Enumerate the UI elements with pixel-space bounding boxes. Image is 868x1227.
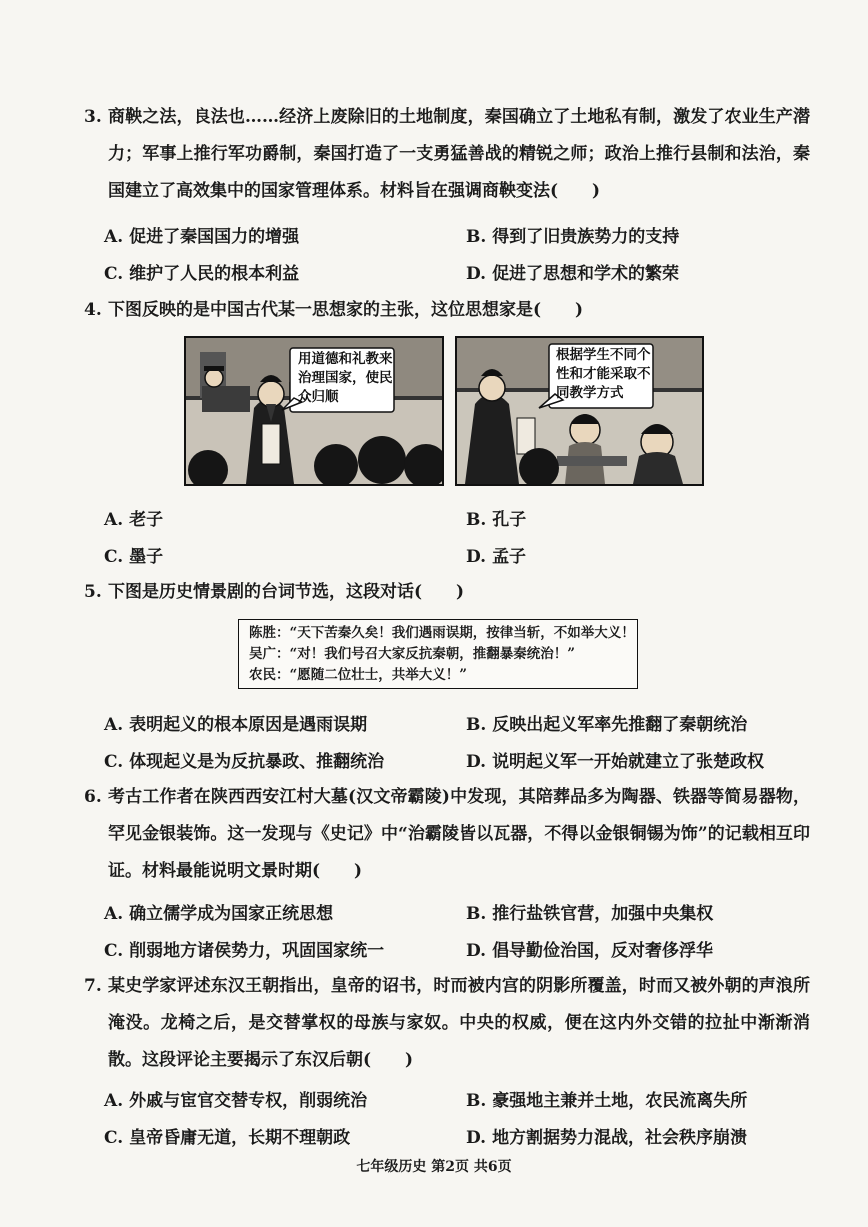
- q3-option-c[interactable]: [104, 259, 299, 284]
- option-text: 孟子: [492, 547, 527, 567]
- q7-option-a[interactable]: [104, 1086, 367, 1111]
- page-footer: 七年级历史 第2页 共6页: [356, 1159, 512, 1175]
- option-text: 皇帝昏庸无道，长期不理朝政: [129, 1128, 351, 1148]
- option-letter: A.: [104, 715, 124, 735]
- q5-option-b[interactable]: [466, 710, 747, 735]
- q7-option-b[interactable]: [466, 1086, 747, 1111]
- question-number: 5.: [84, 582, 102, 602]
- q5-option-c[interactable]: [104, 747, 384, 772]
- question-stem: 考古工作者在陕西西安江村大墓(汉文帝霸陵)中发现，其陪葬品多为陶器、铁器等简易器物，罕见金银装饰。这一发现与《史记》中“治霸陵皆以瓦器，不得以金银铜锡为饰”的记载相互印证。材料最能说明文景时期( ): [108, 787, 810, 881]
- option-letter: C.: [104, 1128, 124, 1148]
- question-number: 3.: [84, 107, 102, 127]
- bubble-line: 用道德和礼教来: [298, 351, 393, 367]
- dialog-line: 农民：“愿随二位壮士，共举大义！”: [249, 667, 468, 683]
- q7-option-d[interactable]: [466, 1123, 747, 1148]
- option-text: 削弱地方诸侯势力，巩固国家统一: [129, 941, 385, 961]
- bubble-line: 性和才能采取不: [556, 366, 651, 382]
- option-letter: A.: [104, 904, 124, 924]
- q4-option-c[interactable]: [104, 542, 163, 567]
- option-text: 确立儒学成为国家正统思想: [129, 904, 334, 924]
- q5-option-a[interactable]: [104, 710, 367, 735]
- q3-option-b[interactable]: [466, 222, 679, 247]
- option-text: 表明起义的根本原因是遇雨误期: [129, 715, 368, 735]
- option-text: 倡导勤俭治国，反对奢侈浮华: [492, 941, 714, 961]
- q5-option-d[interactable]: [466, 747, 764, 772]
- question-3: [84, 99, 810, 210]
- question-stem: 下图反映的是中国古代某一思想家的主张，这位思想家是( ): [108, 300, 584, 320]
- option-letter: C.: [104, 547, 124, 567]
- q7-option-c[interactable]: [104, 1123, 350, 1148]
- option-letter: A.: [104, 227, 124, 247]
- question-number: 4.: [84, 300, 102, 320]
- option-text: 说明起义军一开始就建立了张楚政权: [492, 752, 765, 772]
- bubble-line: 根据学生不同个: [556, 347, 651, 363]
- option-letter: B.: [466, 904, 487, 924]
- option-text: 体现起义是为反抗暴政、推翻统治: [129, 752, 385, 772]
- q6-option-a[interactable]: [104, 899, 333, 924]
- option-text: 促进了秦国国力的增强: [129, 227, 300, 247]
- option-letter: D.: [466, 941, 487, 961]
- q4-option-b[interactable]: [466, 505, 526, 530]
- comic-panel-left: [184, 336, 444, 486]
- option-letter: A.: [104, 1091, 124, 1111]
- option-text: 地方割据势力混战，社会秩序崩溃: [492, 1128, 748, 1148]
- q3-option-d[interactable]: [466, 259, 679, 284]
- bubble-line: 治理国家，使民: [298, 370, 393, 386]
- script-dialog-box: [238, 619, 638, 689]
- dialog-line: 陈胜：“天下苦秦久矣！我们遇雨误期，按律当斩，不如举大义！: [249, 625, 635, 641]
- question-6: [84, 779, 810, 890]
- option-text: 维护了人民的根本利益: [129, 264, 300, 284]
- question-5: [84, 574, 810, 611]
- option-letter: D.: [466, 1128, 487, 1148]
- question-number: 7.: [84, 976, 102, 996]
- q4-option-d[interactable]: [466, 542, 526, 567]
- option-text: 促进了思想和学术的繁荣: [492, 264, 680, 284]
- option-letter: B.: [466, 227, 487, 247]
- option-letter: C.: [104, 941, 124, 961]
- q4-option-a[interactable]: [104, 505, 163, 530]
- option-letter: A.: [104, 510, 124, 530]
- question-7: [84, 968, 810, 1079]
- option-text: 得到了旧贵族势力的支持: [492, 227, 680, 247]
- bubble-line: 众归顺: [298, 389, 339, 405]
- option-letter: C.: [104, 752, 124, 772]
- q6-option-b[interactable]: [466, 899, 713, 924]
- option-letter: D.: [466, 264, 487, 284]
- speech-bubble-right: [556, 346, 651, 403]
- question-4: [84, 292, 810, 329]
- question-stem: 商鞅之法，良法也……经济上废除旧的土地制度，秦国确立了土地私有制，激发了农业生产潜力；军事上推行军功爵制，秦国打造了一支勇猛善战的精锐之师；政治上推行县制和法治，秦国建立了高效集中的国家管理体系。材料旨在强调商鞅变法( ): [108, 107, 810, 201]
- option-text: 孔子: [492, 510, 527, 530]
- option-letter: B.: [466, 1091, 487, 1111]
- option-text: 推行盐铁官营，加强中央集权: [492, 904, 714, 924]
- question-number: 6.: [84, 787, 102, 807]
- option-text: 外戚与宦官交替专权，削弱统治: [129, 1091, 368, 1111]
- question-stem: 某史学家评述东汉王朝指出，皇帝的诏书，时而被内宫的阴影所覆盖，时而又被外朝的声浪所淹没。龙椅之后，是交替掌权的母族与家奴。中央的权威，便在这内外交错的拉扯中渐渐消散。这段评论主要揭示了东汉后朝( ): [108, 976, 810, 1070]
- q6-option-c[interactable]: [104, 936, 384, 961]
- option-text: 豪强地主兼并土地，农民流离失所: [492, 1091, 748, 1111]
- comic-panel-right: [455, 336, 704, 486]
- option-text: 反映出起义军率先推翻了秦朝统治: [492, 715, 748, 735]
- option-text: 老子: [129, 510, 164, 530]
- q6-option-d[interactable]: [466, 936, 713, 961]
- q3-option-a[interactable]: [104, 222, 299, 247]
- speech-bubble-left: [298, 350, 393, 407]
- option-letter: C.: [104, 264, 124, 284]
- option-letter: D.: [466, 547, 487, 567]
- option-letter: D.: [466, 752, 487, 772]
- question-stem: 下图是历史情景剧的台词节选，这段对话( ): [108, 582, 465, 602]
- dialog-line: 吴广：“对！我们号召大家反抗秦朝，推翻暴秦统治！”: [249, 646, 576, 662]
- option-letter: B.: [466, 715, 487, 735]
- option-text: 墨子: [129, 547, 164, 567]
- bubble-line: 同教学方式: [556, 385, 624, 401]
- option-letter: B.: [466, 510, 487, 530]
